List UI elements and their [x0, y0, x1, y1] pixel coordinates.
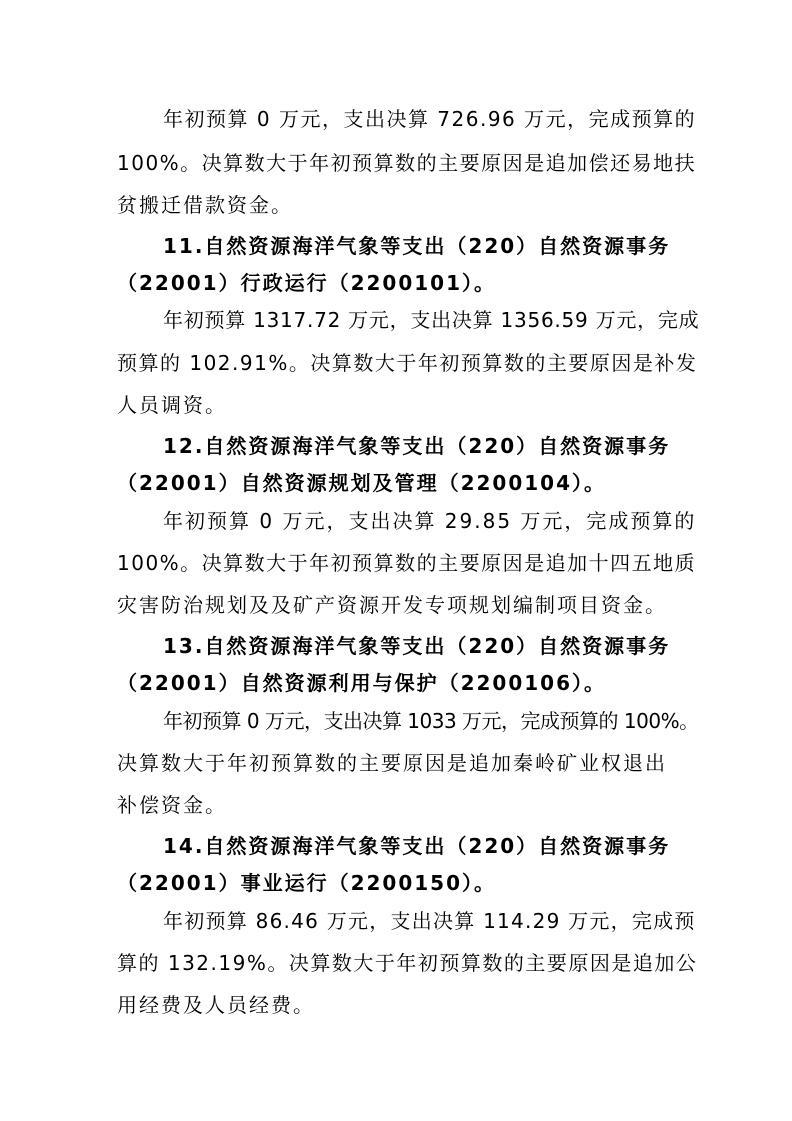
body-text-line: 灾害防治规划及及矿产资源开发专项规划编制项目资金。: [117, 593, 667, 617]
body-text-line: 人员调资。: [117, 393, 227, 417]
body-text-line: 用经费及人员经费。: [117, 993, 315, 1017]
body-text-line: 年初预算 0 万元，支出决算 29.85 万元，完成预算的: [163, 509, 697, 533]
section-heading-line: 14.自然资源海洋气象等支出（220）自然资源事务: [163, 834, 671, 858]
body-text-line: 100%。决算数大于年初预算数的主要原因是追加偿还易地扶: [117, 151, 697, 175]
body-text-line: 年初预算 0 万元，支出决算 726.96 万元，完成预算的: [163, 107, 697, 131]
section-heading-line: 11.自然资源海洋气象等支出（220）自然资源事务: [163, 234, 671, 258]
body-text-line: 年初预算 0 万元，支出决算 1033 万元，完成预算的 100%。: [163, 709, 699, 733]
body-text-line: 100%。决算数大于年初预算数的主要原因是追加十四五地质: [117, 551, 697, 575]
section-heading-line: （22001）自然资源规划及管理（2200104）。: [117, 471, 606, 495]
section-heading-line: （22001）自然资源利用与保护（2200106）。: [117, 671, 606, 695]
section-heading-line: 12.自然资源海洋气象等支出（220）自然资源事务: [163, 434, 671, 458]
body-text-line: 预算的 102.91%。决算数大于年初预算数的主要原因是补发: [117, 351, 698, 375]
section-heading-line: （22001）行政运行（2200101）。: [117, 271, 496, 295]
body-text-line: 补偿资金。: [117, 793, 227, 817]
section-heading-line: （22001）事业运行（2200150）。: [117, 871, 496, 895]
section-heading-line: 13.自然资源海洋气象等支出（220）自然资源事务: [163, 634, 671, 658]
body-text-line: 年初预算 1317.72 万元，支出决算 1356.59 万元，完成: [163, 308, 700, 332]
body-text-line: 决算数大于年初预算数的主要原因是追加秦岭矿业权退出: [117, 751, 667, 775]
body-text-line: 算的 132.19%。决算数大于年初预算数的主要原因是追加公: [117, 951, 698, 975]
body-text-line: 贫搬迁借款资金。: [117, 193, 293, 217]
body-text-line: 年初预算 86.46 万元，支出决算 114.29 万元，完成预: [163, 909, 696, 933]
